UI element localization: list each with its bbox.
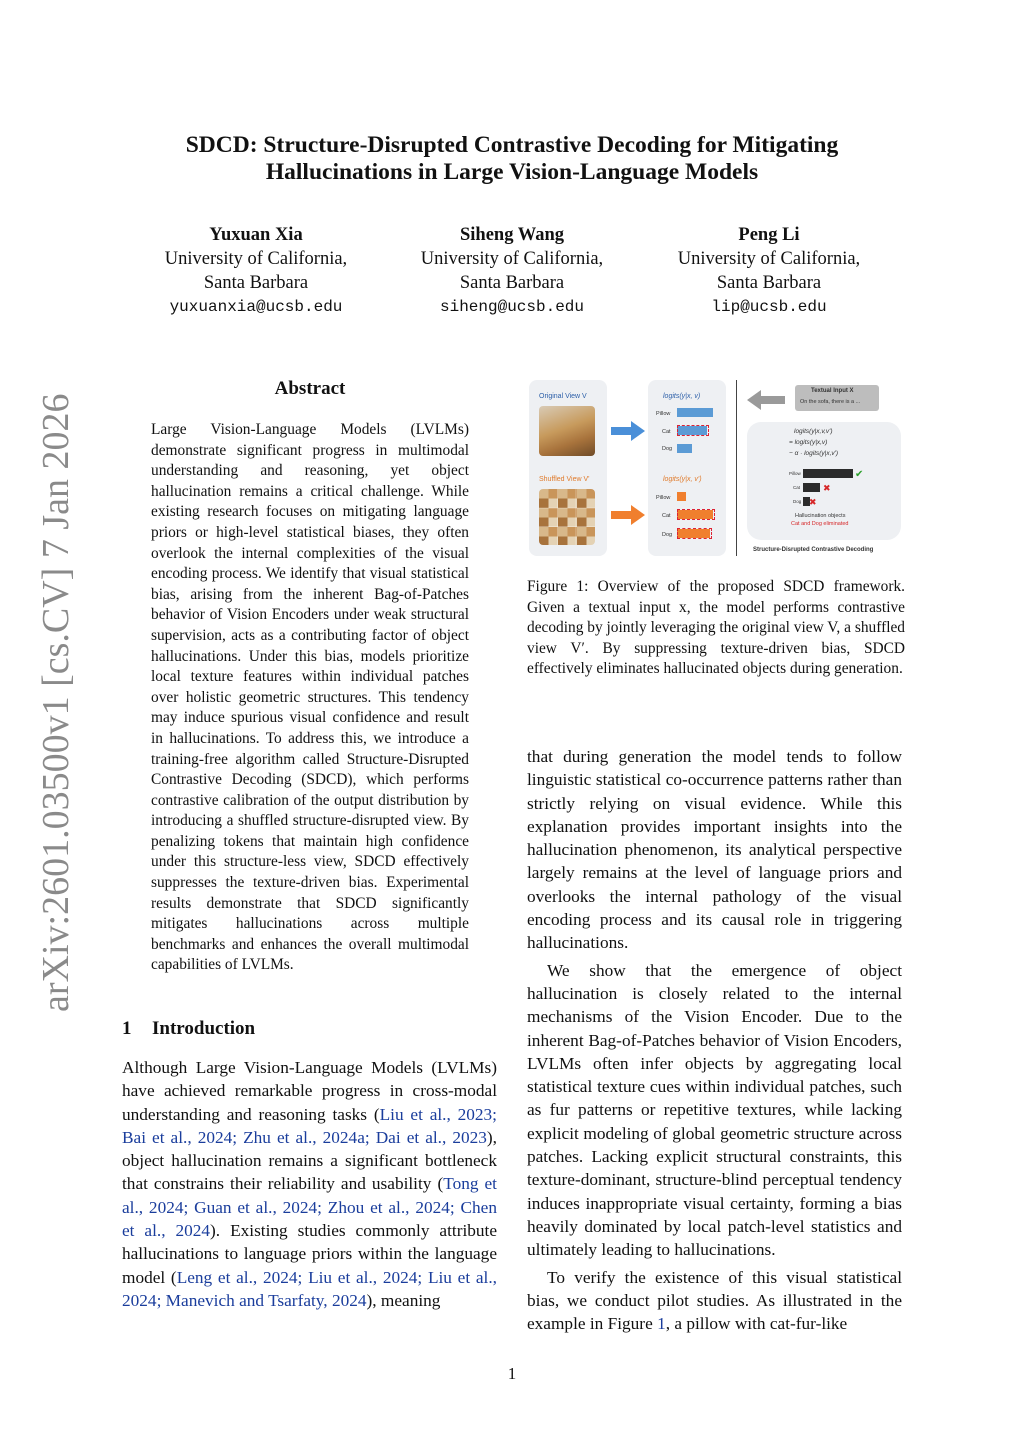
class-label: Dog — [662, 532, 673, 538]
author-affiliation-city: Santa Barbara — [203, 273, 309, 293]
blue-arrow — [611, 421, 645, 441]
author-email: lip@ucsb.edu — [711, 298, 827, 316]
orange-arrow — [611, 505, 645, 525]
right-column-text — [527, 745, 902, 1335]
formula-line-3: − α · logits(y|x,v') — [789, 450, 839, 457]
right-paragraph-2: We show that the emergence of object hallucination is closely related to the internal mechanisms of the Vision Encoder. Due to the inherent Bag-of-Patches behavior of Vision Encoders, LVLMs often infer objects by aggregating local statistical texture cues within individual patches, such as fur patterns or repetitive textures, while lacking explicit modeling of global geometric structure across patches. Lacking explicit structural constraints, this texture-dominant, structure-blind perceptual tendency induces inappropriate visual certainty, forming a bias heavily dominated by local patch-level statistics and ultimately leading to hallucinations. — [527, 960, 902, 1260]
author-email: yuxuanxia@ucsb.edu — [169, 298, 343, 316]
citation-link[interactable]: Leng et al., 2024; Liu et al., 2024; Liu et al., 2024; Manevich and Tsarfaty, 2024 — [122, 1267, 497, 1310]
class-label: Pillow — [656, 495, 671, 501]
formula-line-2: = logits(y|x,v) — [789, 439, 828, 446]
arxiv-identifier: arXiv:2601.03500v1 [cs.CV] 7 Jan 2026 — [35, 393, 77, 1012]
intro-paragraph-left — [122, 1056, 497, 1312]
result-bar-1 — [803, 483, 820, 492]
class-label: Cat — [662, 513, 671, 519]
author-name: Siheng Wang — [459, 225, 565, 245]
figure-1 — [527, 378, 907, 560]
cross-icon: ✖ — [823, 483, 831, 493]
shuf-bars-highlight-2 — [677, 528, 712, 539]
shuf-bars-bar-0 — [677, 492, 686, 501]
orig-bars-bar-2 — [677, 444, 692, 453]
class-label: Pillow — [656, 411, 671, 417]
formula-line-1: logits(y|x,v,v') — [794, 428, 833, 435]
author-affiliation: University of California, — [164, 249, 348, 269]
paragraph-text: To verify the existence of this visual statistical bias, we conduct pilot studies. As illustrated in the example in Figure — [527, 1267, 902, 1334]
author-email: siheng@ucsb.edu — [439, 298, 585, 316]
right-paragraph-1: that during generation the model tends to follow linguistic statistical co-occurrence patterns rather than strictly relying on visual evidence. While this explanation provides important insights into the hallucination phenomenon, its analytical perspective largely remains at the level of language priors and overlooks the internal pathology of the visual encoding process and its causal role in triggering hallucinations. — [527, 747, 902, 953]
author-affiliation: University of California, — [677, 249, 861, 269]
result-bar-0 — [803, 469, 853, 478]
page-number: 1 — [507, 1364, 517, 1383]
pillow-image — [539, 406, 595, 456]
logits-original-label: logits(y|x, v) — [663, 393, 701, 400]
paragraph-text: , a pillow with cat-fur-like — [665, 1314, 848, 1334]
eliminated-note: Cat and Dog eliminated — [791, 521, 849, 527]
abstract-text: Large Vision-Language Models (LVLMs) demonstrate significant progress in multimodal understanding and reasoning, yet object hallucination remains a critical challenge. While existing research focuses on mitigating language priors or high-level statistical biases, they often overlook the internal complexities of the visual encoding process. We identify that visual statistical bias, arising from the inherent Bag-of-Patches behavior of Vision Encoders under weak structural supervision, acts as a contributing factor of object hallucinations. Under this bias, models prioritize local texture features within individual patches over holistic geometric structures. This tendency may induce spurious visual confidence and result in hallucinations. To address this, we introduce a training-free algorithm called Structure-Disrupted Contrastive Decoding (SDCD), which performs contrastive calibration of the output distribution by introducing a shuffled structure-disrupted view. By penalizing tokens that maintain high confidence under this structure-less view, SDCD effectively suppresses the texture-driven bias. Experimental results demonstrate that SDCD significantly mitigates hallucinations across multiple benchmarks and enhances the overall multimodal capabilities of LVLMs. — [151, 421, 469, 974]
hallucination-note: Hallucination objects — [795, 513, 846, 519]
result-class-label: Cat — [793, 485, 801, 490]
author-affiliation: University of California, — [420, 249, 604, 269]
shuffled-view-label: Shuffled View V' — [539, 476, 590, 483]
figure-footer: Structure-Disrupted Contrastive Decoding — [753, 547, 874, 553]
shuf-bars-highlight-1 — [677, 509, 715, 520]
result-class-label: Dog — [793, 499, 802, 504]
intro-text: ), object hallucination remains a significant bottleneck that constrains their reliability and usability ( — [122, 1127, 497, 1194]
author-name: Peng Li — [738, 225, 800, 245]
orig-bars-highlight-1 — [677, 425, 709, 436]
shuffled-patches-image — [539, 489, 595, 545]
bracket — [732, 380, 737, 556]
author-block-2 — [382, 223, 642, 319]
citation-link[interactable]: Liu et al., 2023; Bai et al., 2024; Zhu et al., 2024a; Dai et al., 2023 — [122, 1104, 497, 1147]
author-affiliation-city: Santa Barbara — [716, 273, 822, 293]
section-number: 1 — [122, 1018, 132, 1039]
result-class-label: Pillow — [789, 471, 801, 476]
class-label: Cat — [662, 429, 671, 435]
text-input-body: On the sofa, there is a ... — [800, 399, 861, 405]
intro-text: ). Existing studies commonly attribute hallucinations to language priors within the language model ( — [122, 1221, 498, 1287]
author-name: Yuxuan Xia — [209, 225, 303, 245]
view-arrows — [609, 418, 649, 528]
abstract-heading: Abstract — [274, 378, 346, 399]
text-input-box — [795, 385, 879, 411]
paper-title — [0, 132, 1024, 186]
input-arrow — [745, 390, 787, 410]
section-heading — [122, 1018, 255, 1040]
author-affiliation-city: Santa Barbara — [459, 273, 565, 293]
title-line-1: SDCD: Structure-Disrupted Contrastive Decoding for Mitigating — [185, 132, 839, 158]
text-input-title: Textual Input X — [811, 388, 854, 394]
original-view-label: Original View V — [539, 393, 587, 400]
citation-link[interactable]: Tong et al., 2024; Guan et al., 2024; Zhou et al., 2024; Chen et al., 2024 — [122, 1174, 497, 1241]
intro-text: Although Large Vision-Language Models (LVLMs) have achieved remarkable progress in cross-modal understanding and reasoning tasks ( — [122, 1058, 497, 1124]
figure-caption: Figure 1: Overview of the proposed SDCD framework. Given a textual input x, the model performs contrastive decoding by jointly leveraging the original view V, a shuffled view V′. By suppressing texture-driven bias, SDCD effectively eliminates hallucinated objects during generation. — [527, 578, 905, 678]
section-title: Introduction — [152, 1018, 256, 1039]
logits-shuffled-label: logits(y|x, v') — [663, 476, 702, 483]
right-paragraph-3 — [527, 1266, 902, 1336]
figure-ref-link[interactable]: 1 — [657, 1314, 666, 1334]
intro-text: ), meaning — [366, 1290, 441, 1310]
orig-bars-bar-0 — [677, 408, 713, 417]
author-block-1 — [126, 223, 386, 319]
class-label: Dog — [662, 446, 673, 452]
title-line-2: Hallucinations in Large Vision-Language Models — [265, 159, 759, 185]
cross-icon: ✖ — [809, 497, 817, 507]
check-icon: ✔ — [855, 469, 864, 480]
author-block-3 — [639, 223, 899, 319]
